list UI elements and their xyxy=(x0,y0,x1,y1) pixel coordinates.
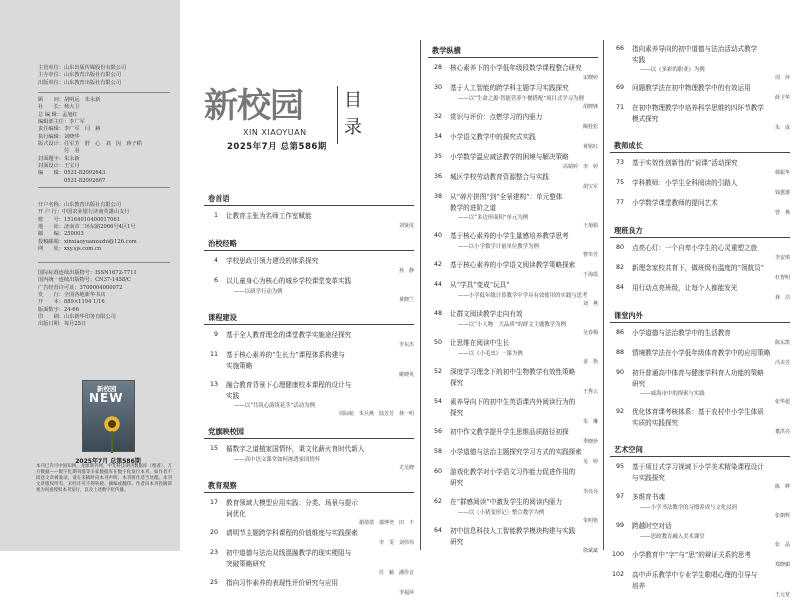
section-rule xyxy=(204,324,414,325)
entry-title: 教育领域大模型应用实践：分类、场景与提示 xyxy=(226,499,358,507)
page-number: 11 xyxy=(209,351,218,358)
entry-author: 陈 晔 xyxy=(774,484,790,490)
page-number: 62 xyxy=(433,498,442,505)
toc-entry xyxy=(428,367,598,396)
page-number: 23 xyxy=(209,549,218,556)
section-heading: 教师成长 xyxy=(614,141,643,150)
toc-entry xyxy=(610,550,790,569)
section-heading: 艺术空间 xyxy=(614,445,643,454)
toc-entry xyxy=(610,283,790,302)
sidebar-rule xyxy=(38,92,170,93)
cover-en: NEW xyxy=(89,391,124,405)
toc-entry xyxy=(428,83,598,111)
entry-title: 从“学具”变成“玩具” xyxy=(450,281,510,289)
page-number: 99 xyxy=(615,522,624,529)
toc-entry xyxy=(610,492,790,520)
page-number: 44 xyxy=(433,281,442,288)
sidebar-line: 执行编辑：刘晓华 xyxy=(38,133,80,140)
section-rule xyxy=(610,237,790,238)
entry-author: 胡晓锋 xyxy=(582,104,598,110)
entry-title: 基于核心素养的小学语文阅读教学策略探索 xyxy=(450,261,576,269)
entry-title: 问题教学法在初中物理教学中的有效运用 xyxy=(632,84,751,92)
entry-title: 点亮心灯：一个自卑小学生的心灵重塑之旅 xyxy=(632,244,758,252)
entry-author: 钱蕙蕙 xyxy=(774,190,790,196)
entry-author: 郑晓媚 xyxy=(774,562,790,568)
toc-entry xyxy=(204,350,414,379)
page-number: 66 xyxy=(615,45,624,52)
page-number: 4 xyxy=(213,257,218,264)
entry-subtitle: ——以《多彩的职业》为例 xyxy=(640,67,705,73)
entry-title: 核心素养下的小学低年级段数学课程整合研究 xyxy=(450,64,582,72)
section-rule xyxy=(610,456,790,457)
address-block xyxy=(38,202,137,253)
entry-author: 宋晓婷 xyxy=(582,75,598,81)
entry-title-cont: 培养 xyxy=(632,582,646,590)
page-number: 32 xyxy=(433,113,442,120)
sidebar-rule xyxy=(38,187,170,188)
entry-author: 任 颖 潘佳音 xyxy=(378,570,414,576)
entry-title-cont: 实质的实践探究 xyxy=(632,419,679,427)
entry-title: 高中声乐教学中专业学生歌唱心理的引导与 xyxy=(632,571,758,579)
entry-author: 李亮亮 xyxy=(582,489,598,495)
entry-title-cont: 模式探究 xyxy=(632,115,659,123)
entry-title: 城区学校劳动教育资源整合与实践 xyxy=(450,173,549,181)
entry-title-cont: 实践 xyxy=(632,56,646,64)
entry-author: 王菊娟 xyxy=(582,223,598,229)
entry-title: 小学数学课堂教师的提问艺术 xyxy=(632,199,718,207)
sidebar-line: 付 羽 xyxy=(38,148,80,155)
toc-entry xyxy=(610,178,790,197)
page-number: 97 xyxy=(615,493,624,500)
toc-entry xyxy=(610,103,790,132)
entry-title: 在初中物理教学中培养科学思维的四环节教学 xyxy=(632,104,764,112)
page-number: 28 xyxy=(433,64,442,71)
toc-entry xyxy=(204,211,414,230)
entry-title-cont: 教学的进阶之道 xyxy=(450,204,497,212)
section-rule xyxy=(204,492,414,493)
entry-title: 指向素养导向的初中道德与法治活动式教学 xyxy=(632,45,758,53)
page-number: 95 xyxy=(615,463,624,470)
entry-title: 跨越时空对话 xyxy=(632,522,672,530)
entry-author: 周 萍 xyxy=(774,75,790,81)
entry-title-cont: 突破策略研究 xyxy=(226,560,266,568)
page-number: 6 xyxy=(213,277,218,284)
entry-subtitle: ——以“多边形面积”单元为例 xyxy=(458,215,529,221)
toc-entry xyxy=(610,348,790,367)
toc-entry xyxy=(610,407,790,436)
page-number: 60 xyxy=(433,468,442,475)
cover-thumbnail xyxy=(82,380,135,452)
sidebar-line: 责任编辑：李广军 闫 赫 xyxy=(38,126,101,133)
section-rule xyxy=(204,205,414,206)
toc-entry xyxy=(428,132,598,151)
sidebar-line: 总 编 辑：孟旭红 xyxy=(38,111,78,118)
title-divider xyxy=(337,86,338,144)
entry-title: 新理念家校共育下，做班级有温度的“领航员” xyxy=(632,264,765,272)
entry-author: 谢倩倩 郁博尧 田 丰 xyxy=(358,520,414,526)
page-number: 77 xyxy=(615,199,624,206)
magazine-title-en: XIN XIAOYUAN xyxy=(243,128,307,137)
toc-entry xyxy=(204,528,414,547)
sidebar-line: 投稿邮箱：xinxiaoyuanzazhi@126.com xyxy=(38,238,137,245)
entry-subtitle: ——高中语文课堂如何渗透家国情怀 xyxy=(234,457,321,463)
entry-author: 张朝辉 xyxy=(774,513,790,519)
entry-subtitle: ——以“生命之源·智能营养午餐搭配”项目式学习为例 xyxy=(458,96,584,102)
page-number: 54 xyxy=(433,398,442,405)
entry-author: 朱 琳 xyxy=(582,419,598,425)
contents-label-1: 目 xyxy=(344,90,362,111)
toc-entry xyxy=(204,256,414,275)
toc-entry xyxy=(428,497,598,525)
entry-author: 曹奉芳 xyxy=(582,252,598,258)
entry-author: 李东杰 xyxy=(398,342,414,348)
sidebar-line: 邮 编：250003 xyxy=(38,231,84,238)
sidebar-line: 封面设计：王宝月 xyxy=(38,163,80,170)
page-number: 36 xyxy=(433,173,442,180)
toc-entry xyxy=(428,280,598,308)
entry-author: 黄晓兰 xyxy=(398,297,414,303)
toc-entry xyxy=(610,243,790,262)
sidebar-line: 发 行：全国各地新华书店 xyxy=(38,292,106,299)
section-heading: 理班良方 xyxy=(614,226,643,235)
cover-brand: 新校园 xyxy=(97,385,117,393)
entry-title: 基于人工智能的跨学科主题学习实践探究 xyxy=(450,84,569,92)
page-number: 17 xyxy=(209,499,218,506)
issn-block xyxy=(38,270,137,329)
page-number: 71 xyxy=(615,104,624,111)
entry-title: 初中信息科技人工智能教学模块构建与实践 xyxy=(450,527,576,535)
magazine-title: 新校园 xyxy=(204,86,303,126)
page-number: 82 xyxy=(615,264,624,271)
page-number: 64 xyxy=(433,527,442,534)
section-rule xyxy=(610,322,790,323)
section-heading: 卷首语 xyxy=(208,194,230,203)
page-number: 35 xyxy=(433,153,442,160)
sidebar-line: 主办单位：山东教育出版社有限公司 xyxy=(38,72,122,79)
entry-title: 初中作文教学提升学生思维品质路径初探 xyxy=(450,428,569,436)
entry-author: 王秀云 xyxy=(582,389,598,395)
entry-author: 孙 静 xyxy=(398,268,414,274)
sidebar-line: 主管单位：山东出版传媒股份有限公司 xyxy=(38,65,127,71)
cover-caption: 2025年7月 总第586期 xyxy=(75,458,141,465)
entry-author: 姜 艳 xyxy=(582,359,598,365)
sidebar-line: 编 辑：0531-82092643 xyxy=(38,170,106,177)
entry-title: 素养导向下的初中生英语课内外阅读行为的 xyxy=(450,398,576,406)
entry-author: 尤吴晓 xyxy=(398,465,414,471)
sidebar-line: 版面数字：24-66 xyxy=(38,306,79,313)
entry-author: 徐斌斌 xyxy=(582,548,598,554)
entry-title: 小学道德与法治主题探究学习方式的实践探索 xyxy=(450,448,582,456)
entry-subtitle: ——小学低年级计算教学中学具有效使用的实践与思考 xyxy=(458,293,588,299)
publisher-block xyxy=(38,65,126,87)
section-rule xyxy=(204,438,414,439)
column-divider xyxy=(420,40,421,550)
entry-title: 小学语文教学中的探究式实践 xyxy=(450,133,536,141)
page-number: 100 xyxy=(611,551,624,558)
entry-title: 从“碎片拼图”到“全景建构”：单元整体 xyxy=(450,193,563,201)
page-number: 88 xyxy=(615,349,624,356)
page-number: 92 xyxy=(615,408,624,415)
toc-entry xyxy=(204,380,414,418)
page-number: 25 xyxy=(209,579,218,586)
toc-entry xyxy=(610,263,790,282)
column-divider xyxy=(603,40,604,550)
entry-author: 张华超 xyxy=(774,399,790,405)
entry-title: 基于项目式学习视域下小学美术精染课程设计 xyxy=(632,463,764,471)
section-heading: 教学纵横 xyxy=(432,46,461,55)
sidebar-line: 出版日期：每月25日 xyxy=(38,321,87,328)
toc-entry xyxy=(204,578,414,597)
toc-entry xyxy=(204,444,414,472)
entry-title: 在“群感阅读”中激发学生的阅读内驱力 xyxy=(450,498,563,506)
entry-title-cont: 实践 xyxy=(226,392,240,400)
entry-title: 优化体育课考核体系：基于农村中小学生体质 xyxy=(632,408,764,416)
toc-entry xyxy=(204,548,414,577)
entry-title: 请明节主题跨学科课程的价值维度与实践探索 xyxy=(226,529,358,537)
stem-shape xyxy=(111,431,113,453)
section-heading: 党旗映校园 xyxy=(208,427,244,436)
entry-title: 基于全人教育理念的课堂教学实施途径探究 xyxy=(226,331,352,339)
page-number: 80 xyxy=(615,244,624,251)
entry-title: 用行动点亮班级，让每个人都能发光 xyxy=(632,284,738,292)
toc-entry xyxy=(428,338,598,366)
entry-title: 小学教育中“字”与“思”的辩证关系的思考 xyxy=(632,551,751,559)
entry-title-cont: 与实践探究 xyxy=(632,474,665,482)
entry-title: 初升普通高中体育与健康学科育人功能的策略 xyxy=(632,369,764,377)
entry-author: 刘 燕 xyxy=(582,301,598,307)
entry-author: 李 雯 刘伟伟 xyxy=(378,540,414,546)
toc-entry xyxy=(428,192,598,230)
toc-entry xyxy=(610,521,790,549)
page-number: 69 xyxy=(615,84,624,91)
sidebar-line: 开户名称：山东教育出版社有限公司 xyxy=(38,202,122,208)
toc-entry xyxy=(610,570,790,599)
entry-author: 胡宝军 xyxy=(582,184,598,190)
toc-entry xyxy=(428,112,598,131)
staff-block xyxy=(38,97,142,185)
toc-entry xyxy=(204,498,414,527)
entry-subtitle: ——以（小猪变形记）整合教学为例 xyxy=(458,510,545,516)
entry-author: 高婧婷 李 婷 xyxy=(562,164,598,170)
section-rule xyxy=(610,152,790,153)
toc-entry xyxy=(428,447,598,466)
sidebar-line: 版式设计：任军芳 舒 心 刘 因 蒋子稻 xyxy=(38,141,142,148)
page-number: 48 xyxy=(433,310,442,317)
toc-entry xyxy=(610,44,790,82)
entry-title: 基于核心素养的小学生量感培养教学思考 xyxy=(450,232,569,240)
entry-author: 吴 婷 xyxy=(582,459,598,465)
page-number: 75 xyxy=(615,179,624,186)
page-number: 84 xyxy=(615,284,624,291)
page-number: 58 xyxy=(433,448,442,455)
sidebar-line: 0531-82092667 xyxy=(38,177,106,184)
page-number: 15 xyxy=(209,445,218,452)
entry-author: 朱明艳 xyxy=(582,518,598,524)
page-number: 52 xyxy=(433,368,442,375)
sidebar-line: 印 刷：山东新华印务有限公司 xyxy=(38,314,116,321)
sidebar-line: 出版单位：山东教育出版社有限公司 xyxy=(38,79,122,86)
entry-author: 王元宽 xyxy=(774,592,790,598)
entry-author: 黄铭红 xyxy=(582,144,598,150)
section-heading: 教育观察 xyxy=(208,481,237,490)
entry-title: 学科教师：小学生全科阅读的引路人 xyxy=(632,179,738,187)
sidebar-line: 地 址：济南市二环东路2066号4区1号 xyxy=(38,224,136,231)
toc-entry xyxy=(610,198,790,217)
page-number: 90 xyxy=(615,369,624,376)
entry-author: 季晓珍 xyxy=(582,439,598,445)
toc-entry xyxy=(428,309,598,337)
entry-author: 朱 成 xyxy=(774,125,790,131)
entry-title: 循数字之道植家国情怀，秉文化薪火育时代新人 xyxy=(226,445,365,453)
page-number: 1 xyxy=(213,212,218,219)
toc-entry xyxy=(428,397,598,426)
page-number: 50 xyxy=(433,339,442,346)
toc-entry xyxy=(204,276,414,304)
entry-title: 指向习作素养的表现性评价研究与应用 xyxy=(226,579,339,587)
entry-title: 赏识与评价：点燃学习的内驱力 xyxy=(450,113,543,121)
entry-title-cont: 研究 xyxy=(450,479,464,487)
page-number: 30 xyxy=(433,84,442,91)
sidebar-line: 国际标准连续出版物号：ISSN1672-7711 xyxy=(38,270,137,276)
toc-entry xyxy=(428,427,598,446)
issue-label: 2025年7月 总第586期 xyxy=(227,142,327,152)
entry-title-cont: 探究 xyxy=(450,379,464,387)
entry-title: 基于核心素养的“生长力”课程体系构建与 xyxy=(226,351,345,359)
sidebar-line: 顾 问：胡明远 朱永新 xyxy=(38,97,101,103)
toc-entry xyxy=(428,467,598,496)
entry-title: 深度学习理念下的初中生物教学有效性策略 xyxy=(450,368,576,376)
entry-title: 游戏化教学对小学语文习作能力促进作用的 xyxy=(450,468,576,476)
entry-author: 杜智明 xyxy=(774,275,790,281)
section-heading: 课堂内外 xyxy=(614,311,643,320)
page-number: 102 xyxy=(611,571,624,578)
entry-subtitle: ——威海市中的探索与实践 xyxy=(640,391,705,397)
entry-title-cont: 研究 xyxy=(632,380,646,388)
sidebar-line: 封面题字：朱永新 xyxy=(38,155,80,162)
entry-title-cont: 探究 xyxy=(450,409,464,417)
entry-author: 吴春梅 xyxy=(582,330,598,336)
section-rule xyxy=(204,250,414,251)
page-number: 40 xyxy=(433,232,442,239)
entry-author: 陈东凯 xyxy=(774,340,790,346)
entry-title: 让思维在阅读中生长 xyxy=(450,339,510,347)
entry-author: 周际航 朱兵燕 陆芳芳 林一明 xyxy=(338,411,414,417)
entry-author: 李安琪 xyxy=(774,255,790,261)
entry-title: 基于实效性创新性的“说课”活动探究 xyxy=(632,159,738,167)
entry-subtitle: ——以小学数学计量单位教学为例 xyxy=(458,244,539,250)
toc-entry xyxy=(610,328,790,347)
entry-subtitle: ——以研学行动为例 xyxy=(234,289,283,295)
sidebar-line: 网 址：xxy.sjs.com.cn xyxy=(38,246,102,253)
entry-author: 陶桂松 xyxy=(582,124,598,130)
contents-label-2: 录 xyxy=(344,117,362,138)
page-number: 42 xyxy=(433,261,442,268)
entry-subtitle: ——以“小人物 大品质”的群文主题教学为例 xyxy=(458,322,566,328)
page-number: 34 xyxy=(433,133,442,140)
sidebar-line: 开 户 行：中国农业银行济南英雄山支行 xyxy=(38,209,130,216)
page-number: 86 xyxy=(615,329,624,336)
section-rule xyxy=(428,57,598,58)
entry-author: 韩振华 xyxy=(774,170,790,176)
sidebar-line: 社 长：杨大卫 xyxy=(38,104,80,111)
toc-entry xyxy=(428,260,598,279)
toc-entry xyxy=(428,172,598,191)
toc-entry xyxy=(428,63,598,82)
toc-entry xyxy=(610,368,790,406)
entry-author: 姚晓英 xyxy=(398,372,414,378)
copyright-note: 本刊已许可中国知网、龙源期刊网、中文科技期刊数据库（维普）、万方数据——数字化期刊群等多家数据库在数字化发行本刊，如作者不同意文章被收录，请在来稿时向本刊声明，本刊将作适当处理。本刊文章版权所有，未经许可不得转载、摘编或翻印。作者向本刊投稿即视为同意授权本刊发行，以及上述数字化传播。 xyxy=(36,464,172,494)
entry-author: 董洪亮 xyxy=(774,429,790,435)
toc-entry xyxy=(610,462,790,491)
toc-entry xyxy=(610,83,790,102)
sidebar-line: 广告经营许可证：3700004000072 xyxy=(38,284,123,291)
toc-entry xyxy=(428,526,598,555)
sidebar-panel xyxy=(0,0,180,551)
toc-entry xyxy=(428,152,598,171)
entry-title-cont: 研究 xyxy=(450,538,464,546)
sidebar-line: 国内统一连续出版物号：CN37-1458/C xyxy=(38,277,131,284)
toc-entry xyxy=(428,231,598,259)
entry-subtitle: ——思政教育融入美术课堂 xyxy=(640,534,705,540)
sidebar-line: 账 号：15164010400017061 xyxy=(38,216,121,223)
entry-author: 薛卫华 xyxy=(774,95,790,101)
entry-subtitle: ——以《小毛虫》一课为例 xyxy=(458,351,523,357)
entry-title: 让群文阅读教学走向有效 xyxy=(450,310,523,318)
page-number: 56 xyxy=(433,428,442,435)
entry-title: 初中道德与法治双线混融教学的现实梗阻与 xyxy=(226,549,352,557)
entry-subtitle: ——以“共筑心韵筑花茎”活动为例 xyxy=(234,403,315,409)
page-number: 9 xyxy=(213,331,218,338)
toc-entry xyxy=(204,330,414,349)
page-number: 73 xyxy=(615,159,624,166)
page-number: 13 xyxy=(209,381,218,388)
sidebar-line: 编辑部主任：李广军 xyxy=(38,119,85,126)
entry-title-cont: 实施策略 xyxy=(226,362,253,370)
entry-author: 林 洁 xyxy=(774,295,790,301)
entry-title: 小学数学温应减法教学的困境与解决策略 xyxy=(450,153,569,161)
entry-title: 小学道德与法治教学中的生活教育 xyxy=(632,329,731,337)
toc-entry xyxy=(610,158,790,177)
sidebar-rule xyxy=(38,262,170,263)
section-heading: 治校经略 xyxy=(208,239,237,248)
entry-author: 刘贤虎 xyxy=(398,223,414,229)
entry-title-cont: 词优化 xyxy=(226,510,246,518)
entry-subtitle: ——小学书法教学的习惯养成与文化浸润 xyxy=(640,505,738,511)
entry-title: 情境教学法在小学低年级体育教学中的应用策略 xyxy=(632,349,771,357)
entry-author: 于海霞 xyxy=(582,272,598,278)
entry-author: 冯美芳 xyxy=(774,360,790,366)
entry-title: 融合教育背景下心理健康校本课程的设计与 xyxy=(226,381,352,389)
entry-title: 以儿童身心为核心的城乡学校课堂变革实践 xyxy=(226,277,352,285)
entry-title: 多维育书魂 xyxy=(632,493,665,501)
sidebar-line: 开 本：889×1194 1/16 xyxy=(38,299,105,306)
entry-author: 张 晶 xyxy=(774,542,790,548)
section-heading: 课程建设 xyxy=(208,313,237,322)
page-number: 20 xyxy=(209,529,218,536)
entry-title: 学校思政引领力建设的体系探究 xyxy=(226,257,319,265)
entry-author: 李福萍 xyxy=(398,590,414,596)
page-number: 38 xyxy=(433,193,442,200)
entry-author: 曾 燕 xyxy=(774,210,790,216)
entry-title: 让教育主张为名师工作室赋能 xyxy=(226,212,312,220)
